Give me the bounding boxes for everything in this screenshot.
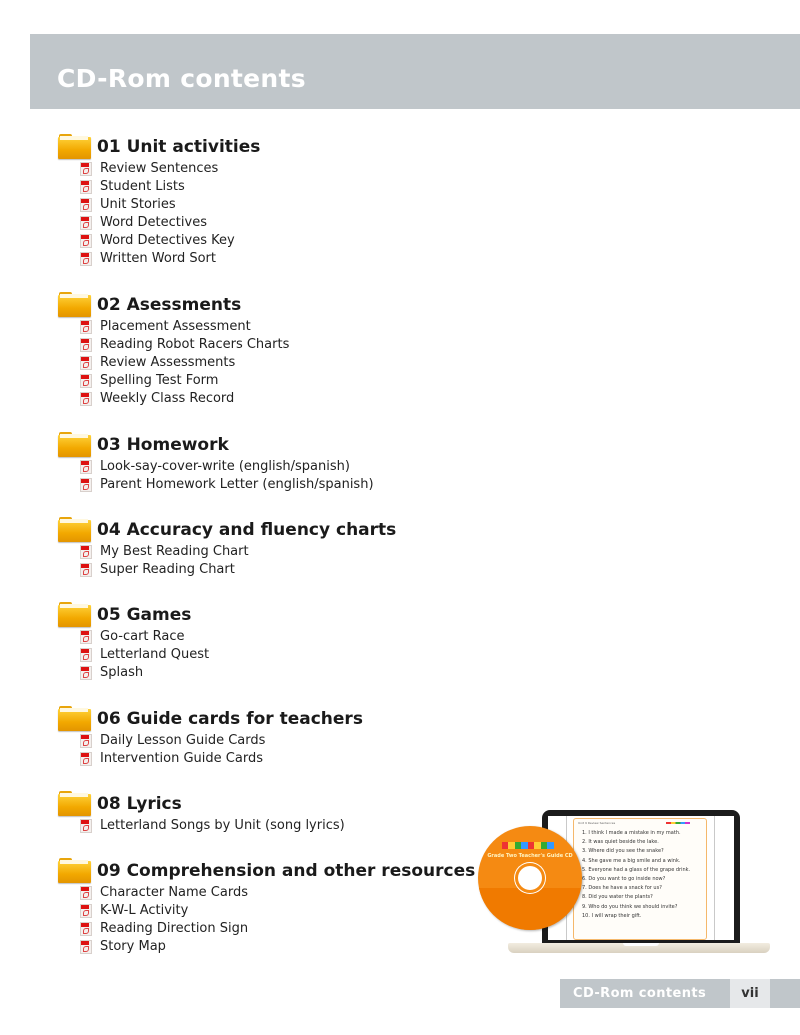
pdf-icon [80,252,92,266]
pdf-file-item[interactable] [58,817,478,835]
folder-title: 02 Asessments [97,295,242,315]
sentence-line: 3. Where did you see the snake? [582,848,664,855]
folder-header[interactable] [58,858,478,884]
laptop-base [508,943,770,953]
folder-section [58,858,478,956]
page-title: CD-Rom contents [57,64,306,93]
folder-icon [58,292,91,317]
page-header-bar [30,34,800,109]
page-footer [560,979,800,1008]
file-name: Review Assessments [100,355,236,370]
pdf-icon [80,666,92,680]
pdf-file-item[interactable] [58,372,478,390]
folder-icon [58,517,91,542]
file-list [58,543,478,579]
sentence-line: 4. She gave me a big smile and a wink. [582,857,681,864]
pdf-file-item[interactable] [58,750,478,768]
sentence-list [582,829,690,921]
pdf-icon [80,356,92,370]
pdf-file-item[interactable] [58,561,478,579]
pdf-icon [80,734,92,748]
pdf-icon [80,545,92,559]
file-name: Look-say-cover-write (english/spanish) [100,459,350,474]
pdf-file-item[interactable] [58,628,478,646]
file-list [58,318,478,408]
pdf-file-item[interactable] [58,476,478,494]
folder-section [58,706,478,768]
file-list [58,817,478,835]
pdf-file-item[interactable] [58,232,478,250]
pdf-icon [80,234,92,248]
file-name: Letterland Quest [100,647,210,662]
file-name: Unit Stories [100,197,176,212]
pdf-icon [80,819,92,833]
worksheet-header: Unit 9 Review Sentences [578,821,616,825]
pdf-file-item[interactable] [58,390,478,408]
pdf-icon [80,752,92,766]
pdf-icon [80,320,92,334]
folder-header[interactable] [58,602,478,628]
file-name: Spelling Test Form [100,373,219,388]
file-name: Letterland Songs by Unit (song lyrics) [100,818,345,833]
folder-header[interactable] [58,517,478,543]
pdf-file-item[interactable] [58,646,478,664]
pdf-file-item[interactable] [58,902,478,920]
folder-title: 03 Homework [97,435,229,455]
pdf-file-item[interactable] [58,214,478,232]
pdf-icon [80,922,92,936]
pdf-icon [80,460,92,474]
pdf-icon [80,478,92,492]
disc-lower-band [478,888,582,930]
file-name: Student Lists [100,179,185,194]
pdf-file-item[interactable] [58,732,478,750]
folder-title: 04 Accuracy and fluency charts [97,520,397,540]
file-list [58,884,478,956]
file-name: Super Reading Chart [100,562,235,577]
letterland-logo [502,842,554,849]
folder-section [58,517,478,579]
file-list [58,160,478,268]
file-name: Placement Assessment [100,319,251,334]
file-name: Parent Homework Letter (english/spanish) [100,477,374,492]
pdf-file-item[interactable] [58,920,478,938]
folder-header[interactable] [58,134,478,160]
file-name: Review Sentences [100,161,219,176]
pdf-file-item[interactable] [58,458,478,476]
folder-icon [58,706,91,731]
disc-label: Grade Two Teacher's Guide CD [487,853,573,859]
file-name: Splash [100,665,144,680]
sentence-line: 9. Who do you think we should invite? [582,903,678,910]
file-name: Reading Direction Sign [100,921,249,936]
pdf-icon [80,904,92,918]
folder-icon [58,858,91,883]
pdf-icon [80,180,92,194]
pdf-file-item[interactable] [58,250,478,268]
folder-header[interactable] [58,432,478,458]
pdf-icon [80,198,92,212]
pdf-file-item[interactable] [58,664,478,682]
footer-section-label: CD-Rom contents [573,986,707,1001]
file-name: Daily Lesson Guide Cards [100,733,266,748]
sentence-line: 8. Did you water the plants? [582,894,653,901]
pdf-file-item[interactable] [58,336,478,354]
file-name: Word Detectives [100,215,207,230]
folder-header[interactable] [58,292,478,318]
folder-icon [58,602,91,627]
folder-section [58,432,478,494]
file-name: Weekly Class Record [100,391,235,406]
pdf-file-item[interactable] [58,318,478,336]
pdf-file-item[interactable] [58,178,478,196]
folder-title: 08 Lyrics [97,794,182,814]
pdf-file-item[interactable] [58,354,478,372]
file-name: K-W-L Activity [100,903,189,918]
sentence-line: 7. Does he have a snack for us? [582,885,662,892]
cd-laptop-illustration [478,808,778,958]
letterland-logo-strip [666,822,690,824]
pdf-icon [80,886,92,900]
pdf-icon [80,940,92,954]
sentence-line: 5. Everyone had a glass of the grape drink. [582,866,691,873]
folder-header[interactable] [58,791,478,817]
file-name: Go-cart Race [100,629,185,644]
folder-header[interactable] [58,706,478,732]
divider [714,816,715,940]
pdf-icon [80,374,92,388]
pdf-icon [80,392,92,406]
file-name: My Best Reading Chart [100,544,249,559]
file-list [58,458,478,494]
folder-section [58,134,478,268]
file-list [58,732,478,768]
file-name: Written Word Sort [100,251,216,266]
folder-title: 01 Unit activities [97,137,261,157]
cd-disc-icon [478,826,582,930]
file-name: Intervention Guide Cards [100,751,263,766]
disc-hole [518,866,542,890]
pdf-icon [80,162,92,176]
file-name: Character Name Cards [100,885,248,900]
folder-section [58,791,478,835]
pdf-file-item[interactable] [58,196,478,214]
page-number: vii [730,979,770,1008]
file-name: Story Map [100,939,166,954]
file-list [58,628,478,682]
file-name: Reading Robot Racers Charts [100,337,290,352]
sentence-line: 1. I think I made a mistake in my math. [582,830,681,836]
folder-icon [58,791,91,816]
pdf-file-item[interactable] [58,884,478,902]
sentence-line: 6. Do you want to go inside now? [582,876,666,883]
folder-title: 06 Guide cards for teachers [97,709,363,729]
pdf-file-item[interactable] [58,938,478,956]
pdf-file-item[interactable] [58,543,478,561]
pdf-file-item[interactable] [58,160,478,178]
folder-title: 05 Games [97,605,192,625]
pdf-icon [80,338,92,352]
folder-title: 09 Comprehension and other resources [97,861,476,881]
sentence-line: 10. I will wrap their gift. [582,912,642,919]
folder-section [58,292,478,408]
laptop-notch [623,943,659,946]
folder-icon [58,134,91,159]
worksheet [573,818,707,940]
pdf-icon [80,563,92,577]
pdf-icon [80,648,92,662]
folder-section [58,602,478,682]
pdf-icon [80,216,92,230]
sentence-line: 2. It was quiet beside the lake. [582,839,659,846]
file-name: Word Detectives Key [100,233,235,248]
pdf-icon [80,630,92,644]
folder-icon [58,432,91,457]
